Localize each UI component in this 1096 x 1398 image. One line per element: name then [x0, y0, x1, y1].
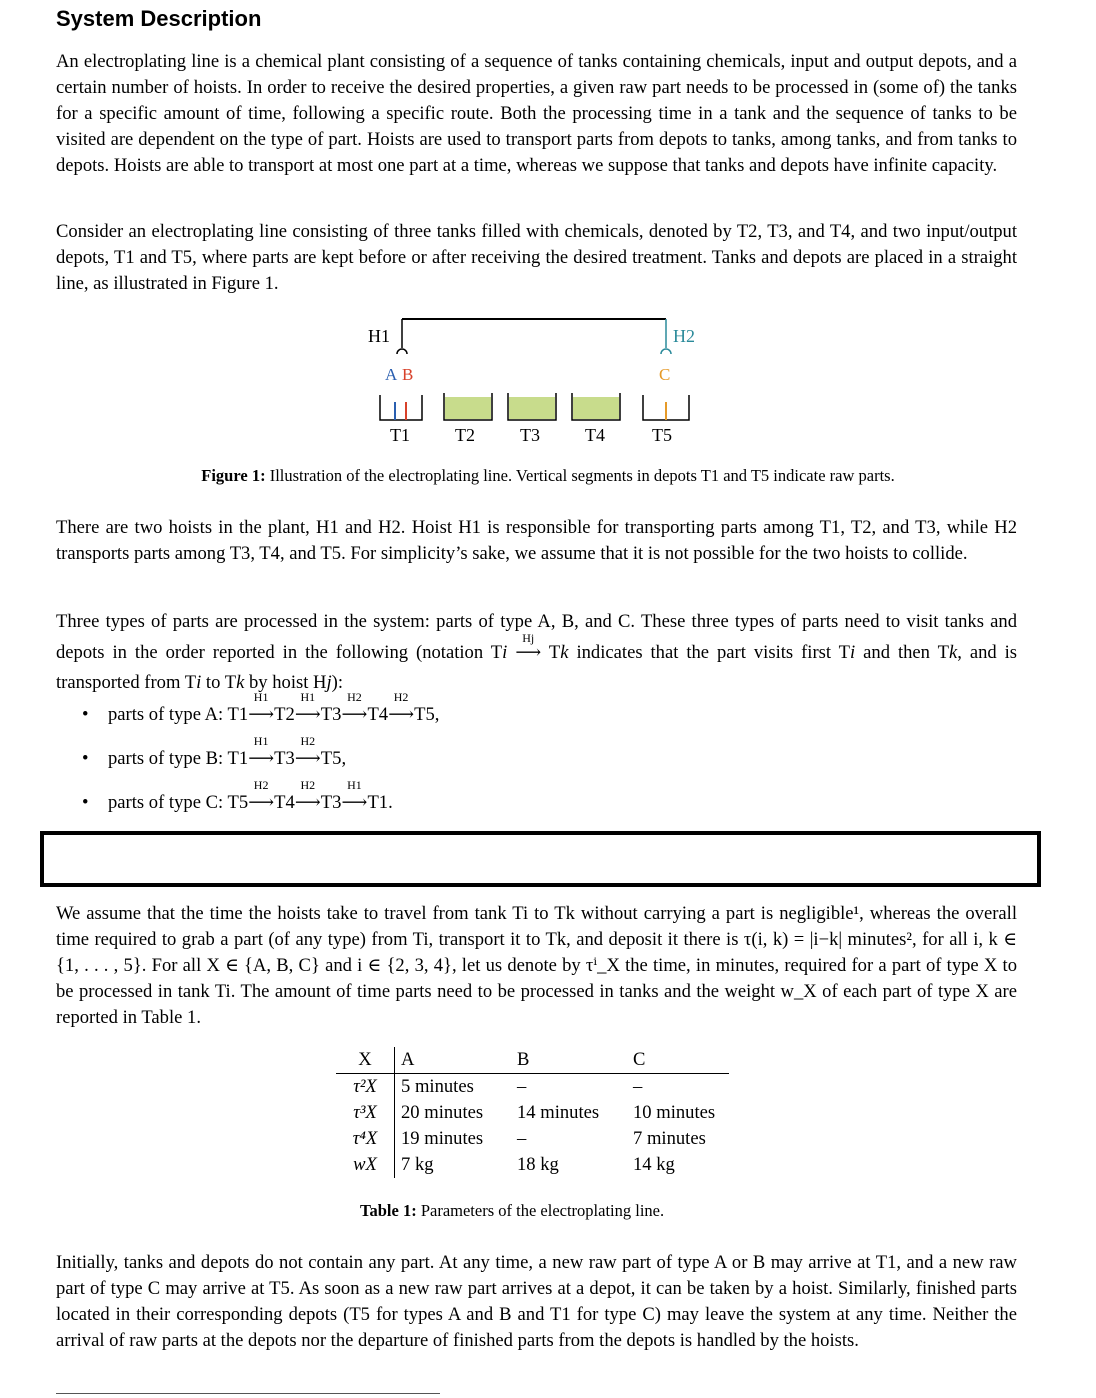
parameters-table — [336, 1047, 729, 1178]
route-stop: T1 — [227, 704, 249, 725]
hoist1-hook — [397, 349, 407, 354]
route-arrow: H2 ⟶ — [341, 690, 368, 724]
bullet-icon: • — [82, 748, 89, 769]
paragraph-timing: We assume that the time the hoists take to travel from tank Ti to Tk without carrying a part is negligible¹, whereas the overall time required to grab a part (of any type) from Ti, transport it to Tk, and deposit it there is τ(i, k) = |i−k| minutes², for all i, k ∈ {1, . . . , 5}. For all X ∈ {A, B, C} and i ∈ {2, 3, 4}, let us denote by τⁱ_X the time, in minutes, required for a part of type X to be processed in tank Ti. The amount of time parts need to be processed in tanks and the weight w_X of each part of type X are reported in Table 1. — [56, 903, 1017, 1028]
figure-caption-label: Figure 1: — [201, 466, 266, 485]
route-arrow: H2 ⟶ — [294, 734, 321, 768]
table-header-b: B — [511, 1047, 627, 1074]
route-prefix: parts of type C: — [108, 792, 228, 813]
part-b-label: B — [402, 365, 414, 384]
table-header-c: C — [627, 1047, 729, 1074]
route-hoist-label: H1 — [253, 734, 269, 748]
paragraph-line-setup: Consider an electroplating line consisting of three tanks filled with chemicals, denoted by T2, T3, and T4, and two input/output depots, T1 and T5, where parts are kept before or after receiving the desired treatment. Tanks and depots are placed in a straight line, as illustrated in Figure 1. — [56, 221, 1017, 294]
route-hoist-label: H1 — [347, 778, 362, 792]
table-row — [336, 1100, 729, 1126]
route-hoist-label: H2 — [393, 690, 409, 704]
redaction-box — [40, 831, 1041, 887]
table-row — [336, 1126, 729, 1152]
route-hoist-label: H2 — [347, 690, 362, 704]
route-hoist-label: H1 — [253, 690, 269, 704]
route-hoist-label: H1 — [300, 690, 316, 704]
route-arrow: H1 ⟶ — [248, 690, 275, 724]
table-cell: 14 kg — [633, 1154, 675, 1175]
part-a-label: A — [385, 365, 398, 384]
table-cell: 19 minutes — [401, 1128, 484, 1149]
route-suffix: , — [434, 704, 440, 725]
electroplating-line-figure — [340, 310, 740, 450]
table-row-label: τ³X — [336, 1100, 395, 1126]
tank-label-t1: T1 — [390, 425, 410, 445]
route-stop: T5 — [227, 792, 249, 813]
hoist1-label: H1 — [368, 326, 390, 346]
table-cell: – — [517, 1076, 527, 1097]
section-title: System Description — [56, 6, 262, 31]
tank-label-t4: T4 — [585, 425, 605, 445]
route-stop: T1 — [367, 792, 389, 813]
table-cell: 7 kg — [401, 1154, 434, 1175]
route-stop: T2 — [274, 704, 295, 725]
route-prefix: parts of type B: — [108, 748, 228, 769]
route-arrow: H2 ⟶ — [248, 778, 275, 812]
route-stop: T1 — [227, 748, 249, 769]
route-list — [82, 690, 440, 836]
tank-label-t5: T5 — [652, 425, 672, 445]
route-stop: T3 — [274, 748, 295, 769]
route-arrow: H2 ⟶ — [388, 690, 415, 724]
route-hoist-label: H2 — [253, 778, 269, 792]
route-arrow: H1 ⟶ — [248, 734, 275, 768]
table-header-row — [336, 1047, 729, 1074]
route-arrow: H2 ⟶ — [294, 778, 321, 812]
route-arrow: H1 ⟶ — [294, 690, 321, 724]
hoist2-label: H2 — [673, 326, 695, 346]
table-cell: 20 minutes — [401, 1102, 484, 1123]
table-row-label: τ⁴X — [336, 1126, 395, 1152]
hoist2-hook — [661, 349, 671, 354]
tank-t4-fill — [573, 397, 619, 419]
table-row — [336, 1152, 729, 1178]
table-caption-label: Table 1: — [360, 1201, 417, 1220]
route-stop: T3 — [320, 792, 342, 813]
tank-t3-fill — [509, 397, 555, 419]
table-cell: 14 minutes — [517, 1102, 600, 1123]
tank-t2-fill — [445, 397, 491, 419]
tank-label-t3: T3 — [520, 425, 540, 445]
route-hoist-label: H2 — [300, 734, 316, 748]
figure-caption — [0, 466, 1096, 486]
route-stop: T4 — [367, 704, 389, 725]
route-stop: T3 — [320, 704, 342, 725]
paragraph-routes-intro: Three types of parts are processed in the system: parts of type A, B, and C. These three types of parts need to visit tanks and depots in the order reported in the following (notation Ti Hj ⟶ Tk indicates that the part visits first Ti and then Tk, and is transported from Ti to Tk by hoist Hj): — [56, 611, 1018, 693]
figure-caption-text: Illustration of the electroplating line. Vertical segments in depots T1 and T5 indicate raw parts. — [269, 466, 895, 485]
tank-label-t2: T2 — [455, 425, 475, 445]
paragraph-hoists: There are two hoists in the plant, H1 and H2. Hoist H1 is responsible for transporting parts among T1, T2, and T3, while H2 transports parts among T3, T4, and T5. For simplicity’s sake, we assume that it is not possible for the two hoists to collide. — [56, 517, 1017, 564]
table-cell: – — [633, 1076, 643, 1097]
table-cell: – — [517, 1128, 527, 1149]
part-c-label: C — [659, 365, 671, 384]
route-prefix: parts of type A: — [108, 704, 228, 725]
route-stop: T4 — [274, 792, 295, 813]
table-header-a: A — [395, 1047, 512, 1074]
route-stop: T5 — [320, 748, 342, 769]
table-row-label: wX — [336, 1152, 395, 1178]
route-arrow: H1 ⟶ — [341, 778, 368, 812]
table-cell: 7 minutes — [633, 1128, 706, 1149]
table-row — [336, 1074, 729, 1101]
table-cell: 5 minutes — [401, 1076, 474, 1097]
table-caption-text: Parameters of the electroplating line. — [420, 1201, 665, 1220]
route-hoist-label: H2 — [300, 778, 316, 792]
bullet-icon: • — [82, 704, 89, 725]
route-stop: T5 — [414, 704, 435, 725]
table-cell: 10 minutes — [633, 1102, 716, 1123]
table-cell: 18 kg — [517, 1154, 559, 1175]
table-caption — [360, 1201, 664, 1221]
route-item — [82, 778, 439, 836]
depot-t1 — [380, 395, 422, 420]
table-row-label: τ²X — [336, 1074, 395, 1101]
paragraph-initial-state: Initially, tanks and depots do not contain any part. At any time, a new raw part of type A or B may arrive at T1, and a new raw part of type C may arrive at T5. As soon as a new raw part arrives at a depot, it can be taken by a hoist. Similarly, finished parts located in their corresponding depots (T5 for types A and B and T1 for type C) may leave the system at any time. Neither the arrival of raw parts at the depots nor the departure of finished parts from the depots is handled by the hoists. — [56, 1252, 1017, 1351]
bullet-icon: • — [82, 792, 89, 813]
route-suffix: . — [388, 792, 393, 813]
route-suffix: , — [341, 748, 347, 769]
paragraph-intro: An electroplating line is a chemical plant consisting of a sequence of tanks containing chemicals, input and output depots, and a certain number of hoists. In order to receive the desired properties, a given raw part needs to be processed in (some of) the tanks for a specific amount of time, following a specific route. Both the processing time in a tank and the sequence of tanks to be visited are dependent on the type of part. Hoists are used to transport parts from depots to tanks, among tanks, and from tanks to depots. Hoists are able to transport at most one part at a time, whereas we suppose that tanks and depots have infinite capacity. — [56, 51, 1017, 176]
footnote-rule — [56, 1393, 440, 1394]
table-header-x: X — [336, 1047, 395, 1074]
